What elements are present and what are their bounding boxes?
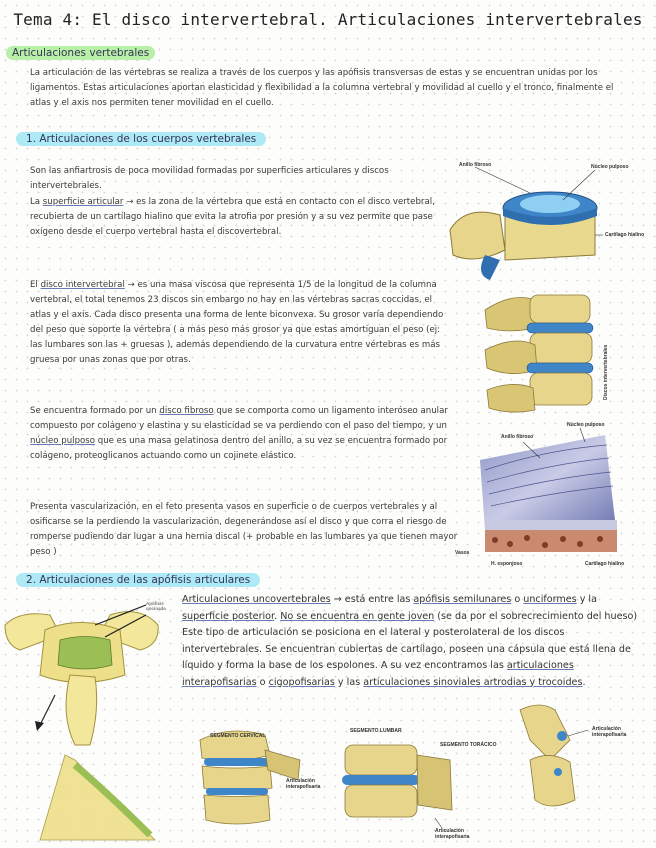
text-run: que es una masa gelatinosa dentro del anillo, a su vez se encuentra formado por colágeno, proteoglicanos actuando como un cojinete elástico. [30, 436, 448, 461]
figure-disc-histology [455, 420, 640, 570]
text-run: o [256, 676, 269, 688]
paragraph-anfiartrosis: Son las anfiartrosis de poca movilidad formadas por superficies articulares y discos intervertebrales. [30, 166, 389, 191]
page-title: Tema 4: El disco intervertebral. Articulaciones intervertebrales [13, 10, 643, 29]
text-run: El [30, 280, 41, 290]
subsection-heading-2 [16, 574, 260, 586]
term-superficie-articular: superficie articular [42, 197, 124, 207]
label-h-esponjoso: H. esponjoso [491, 561, 523, 567]
text-run: La [30, 197, 43, 207]
paragraph-disco-intervertebral [30, 278, 450, 368]
term-artrodias-trocoides: articulaciones sinoviales artrodias y trocoides [363, 676, 583, 688]
subsection-heading-2-text: 2. Articulaciones de las apófisis articulares [16, 573, 260, 587]
section-heading-text: Articulaciones vertebrales [6, 46, 155, 60]
label-discos-intervertebrales: Discos intervertebrales [603, 344, 609, 400]
term-interapofisarias: articulaciones interapofisarias [182, 660, 574, 688]
subsection-heading-1 [16, 133, 266, 145]
label-cartilago-hialino: Cartílago hialino [605, 232, 645, 238]
label-articulacion-interapofisaria-3: Articulación interapofisaria [592, 726, 627, 738]
paragraph-superficie-articular [30, 195, 450, 240]
paragraph-uncovertebrales [182, 592, 644, 691]
label-articulacion-interapofisaria-1: Articulación interapofisaria [286, 778, 321, 790]
text-run: . [582, 676, 586, 688]
vertebral-segments-illustration [190, 700, 650, 845]
cervical-uncinate-illustration [0, 595, 180, 845]
intro-paragraph: La articulación de las vértebras se realiza a través de los cuerpos y las apófisis transversas de estas y se encuentran unidas por los ligamentos. Estas articulaciones aportan elasticidad y flexibilidad a la columna vertebral y movilidad al cuello y el tronco, finalmente el atlas y el axis nos permiten tener movilidad en el cuello. [30, 68, 614, 108]
text-run: que se comporta como un ligamento interóseo anular compuesto por colágeno y elastina y su elasticidad se va perdiendo con el paso del tiempo, y un [30, 406, 448, 431]
term-uncovertebrales: Articulaciones uncovertebrales [182, 594, 331, 605]
text-run: → está entre las [330, 594, 414, 605]
label-segmento-toracico: SEGMENTO TORÁCICO [440, 742, 497, 748]
text-run: . [274, 610, 281, 622]
label-cartilago-hialino-2: Cartílago hialino [585, 561, 625, 567]
label-nucleo-pulposo: Núcleo pulposo [591, 164, 629, 170]
term-disco-intervertebral: disco intervertebral [40, 280, 125, 290]
figure-cervical-uncinate [0, 595, 180, 845]
subsection-heading-1-text: 1. Articulaciones de los cuerpos vertebrales [16, 132, 266, 146]
disc-histology-illustration [455, 420, 640, 570]
figure-column-segment [475, 290, 625, 415]
paragraph-disco-fibroso [30, 404, 460, 464]
vertebra-disc-illustration [445, 160, 650, 285]
label-articulacion-interapofisaria-2: Articulación interapofisaria [435, 828, 470, 840]
paragraph-vascularizacion: Presenta vascularización, en el feto presenta vasos en superficie o de cuerpos vertebrales y al osificarse se la perdiendo la vascularización, degenerándose así el disco y que corra el riesgo de romperse pudiendo dar lugar a una hernia discal (+ probable en las lumbares ya que tienen mayor peso ) [30, 502, 458, 557]
label-segmento-cervical: SEGMENTO CERVICAL [210, 733, 266, 739]
term-superficie-posterior: superficie posterior [182, 610, 275, 622]
label-nucleo-pulposo-2: Núcleo pulposo [567, 422, 605, 428]
label-vasos: Vasos [455, 550, 470, 556]
text-run: y la [576, 594, 597, 605]
text-run: o [511, 594, 524, 605]
label-anillo-fibroso-2: Anillo fibroso [501, 434, 534, 440]
text-run: → es una masa viscosa que representa 1/5 de la longitud de la columna vertebral, el total tenemos 23 discos sin embargo no hay en las vértebras sacras coccidas, el atlas y el axis. Cada disco presenta una forma de lente biconvexa. Su grosor varía dependiendo del peso que soporte la vértebra ( a más peso más grosor ya que estas amortiguan el peso (ej: las lumbares son las + gruesas ), además dependiendo de la curvatura entre vértebras es más gruesa por unas zonas que por otras. [30, 280, 444, 365]
term-nucleo-pulposo: núcleo pulposo [30, 436, 96, 446]
figure-vertebra-disc [445, 160, 650, 285]
term-disco-fibroso: disco fibroso [159, 406, 214, 416]
term-gente-joven: No se encuentra en gente joven [280, 610, 435, 622]
section-heading-articulaciones [6, 47, 155, 59]
text-run: Se encuentra formado por un [30, 406, 160, 416]
term-cigopofisarias: cigopofisarias [268, 676, 335, 688]
text-run: (se da por el sobrecrecimiento del hueso) Este tipo de articulación se posiciona en el lateral y posterolateral de los discos intervertebrales. Se encuentran cubiertas de cartílago, poseen una cápsula que está llena de líquido y forma la base de los espolones. A su vez encontramos las [182, 610, 638, 671]
text-run: y las [334, 676, 364, 688]
term-apofisis-semilunares: apófisis semilunares [413, 594, 512, 605]
label-segmento-lumbar: SEGMENTO LUMBAR [350, 728, 402, 734]
text-run: → es la zona de la vértebra que está en contacto con el disco vertebral, recubierta de un cartílago hialino que evita la atrofia por presión y a su vez permite que pase oxígeno desde el cuerpo vertebral hasta el discovertebral. [30, 197, 435, 237]
figure-vertebral-segments [190, 700, 650, 845]
label-apofisis-uncinada: Apófisis uncinada [146, 601, 166, 611]
label-anillo-fibroso: Anillo fibroso [459, 162, 492, 168]
term-unciformes: unciformes [523, 594, 577, 605]
